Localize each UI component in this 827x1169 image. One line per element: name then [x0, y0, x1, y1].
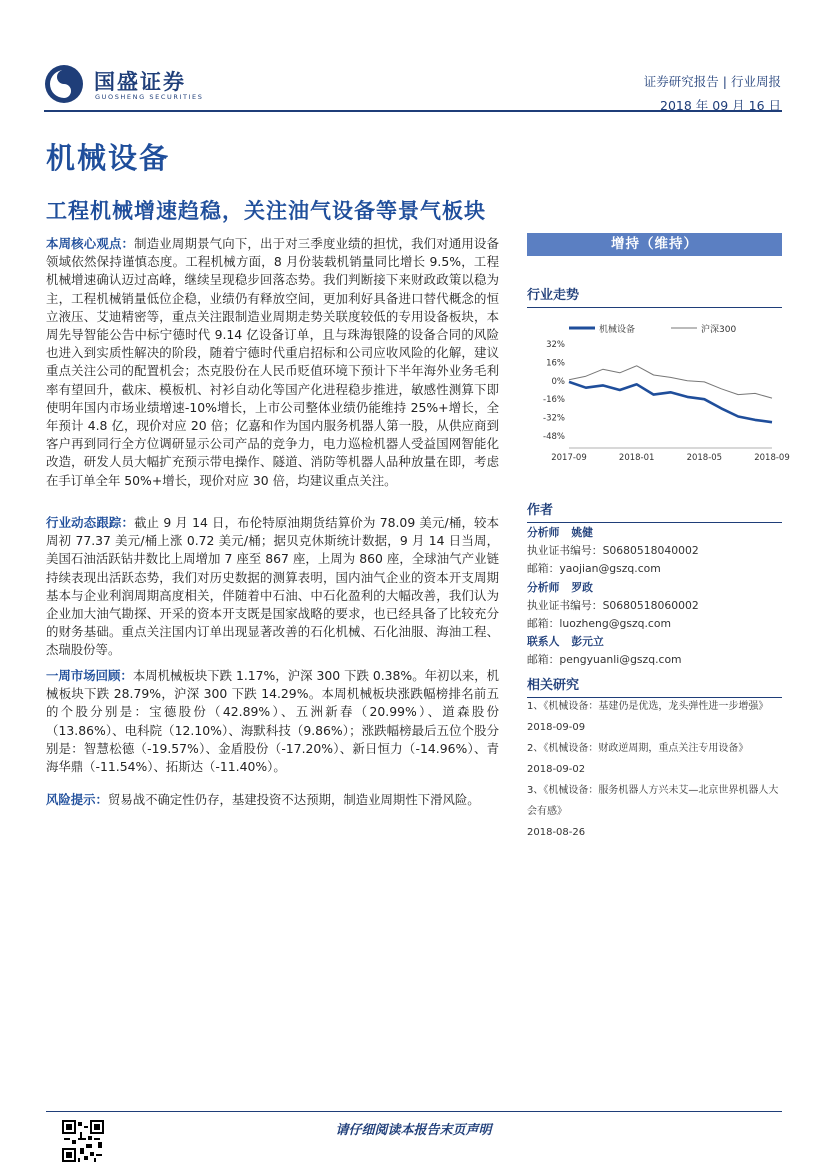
author-1-role: 分析师 [527, 526, 560, 539]
related-item-2-date: 2018-09-02 [527, 764, 586, 775]
authors-block [527, 524, 782, 670]
report-kind: 证券研究报告 [643, 74, 719, 89]
industry-dynamics-label: 行业动态跟踪： [46, 515, 135, 530]
author-3-email-label: 邮箱： [527, 653, 560, 667]
company-logo [44, 62, 214, 106]
y-tick-label: 32% [546, 340, 565, 350]
y-tick-label: 0% [551, 376, 565, 387]
core-view-text: 制造业周期景气向下，出于对三季度业绩的担忧，我们对通用设备领域依然保持谨慎态度。工程机械方面，8 月份装载机销量同比增长 9.5%，工程机械增速确认迈过高峰，继续呈现稳步回落态势。我们判断接下来财政政策以稳为主，工程机械销量低位企稳，业绩仍有释放空间，更加利好具备进口替代概念的恒立液压、艾迪精密等，重点关注跟制造业周期走势关联度较低的专用设备板块，本周先导智能公告中标宁德时代 9.14 亿设备订单，且与珠海银隆的设备合同的风险也进入到实质性解决的阶段，随着宁德时代重启招标和公司应收风险的化解，建议重点关注公司的配置机会；杰克股份在人民币贬值环境下预计下半年海外业务毛利率有望回升，截床、模板机、衬衫自动化等国产化进程稳步推进，敏感性测算下即使明年国内市场业绩增速-10%增长，上市公司整体业绩仍能维持 25%+增长，全年预计 4.8 亿，现价对应 20 倍；亿嘉和作为国内服务机器人第一股，从供应商到客户再到同行全方位调研显示公司产品的竞争力，电力巡检机器人受益国网智能化改造，研发人员大幅扩充预示带电操作、隧道、消防等机器人品种放量在即，考虑在手订单全年 50%+增长，现价对应 30 倍，均建议重点关注。 [46, 236, 500, 488]
author-2-cert-row [527, 597, 782, 615]
y-tick-label: 16% [546, 358, 565, 369]
author-2-cert-label: 执业证书编号： [527, 598, 603, 612]
x-axis [551, 453, 790, 463]
author-2-email-row [527, 615, 782, 633]
market-review-text: 本周机械板块下跌 1.17%，沪深 300 下跌 0.38%。年初以来，机械板块下跌 28.79%，沪深 300 下跌 14.29%。本周机械板块涨跌幅榜排名前五的个股分别是：宝德股份（42.89%）、五洲新春（20.99%）、道森股份（13.86%）、电科院（12.10%）、海默科技（9.86%）；涨跌幅榜最后五位个股分别是：智慧松德（-19.57%）、金盾股份（-17.20%）、新日恒力（-14.96%）、青海华鼎（-11.54%）、拓斯达（-11.40%）。 [46, 668, 499, 775]
sector-title: 机械设备 [46, 141, 171, 175]
related-item-2-title[interactable]: 2、《机械设备：财政逆周期，重点关注专用设备》 [527, 743, 749, 754]
report-date: 2018 年 09 月 16 日 [660, 98, 781, 113]
series-layer [569, 366, 772, 422]
industry-dynamics-text: 截止 9 月 14 日，布伦特原油期货结算价为 78.09 美元/桶，较本周初 77.37 美元/桶上涨 0.72 美元/桶；据贝克休斯统计数据，9 月 14 日当周，美国石油活跃钻井数比上周增加 7 座至 867 座，上周为 860 座，全球油气产业链持续表现出活跃态势，我们对历史数据的测算表明，国内油气企业的资本开支周期基本与企业利润周期高度相关，伴随着中石油、中石化盈利的大幅改善，我们认为企业加大油气勘探、开采的资本开支既是国家战略的要求，也已经具备了比较充分的财务基础。重点关注国内订单出现显著改善的石化机械、石化油服、海油工程、杰瑞股份等。 [46, 515, 500, 658]
core-view-paragraph [46, 235, 499, 490]
author-1-email-row [527, 560, 782, 578]
risk-paragraph [46, 791, 499, 809]
divider: | [722, 74, 727, 89]
rating-badge: 增持（维持） [527, 233, 782, 256]
company-name: 国盛证券 [94, 70, 186, 94]
author-1-cert: S0680518040002 [602, 544, 699, 558]
related-item-1-title[interactable]: 1、《机械设备：基建仍是优选，龙头弹性进一步增强》 [527, 701, 769, 712]
author-2-name: 罗政 [571, 580, 593, 594]
y-axis [543, 340, 565, 442]
footer-disclaimer: 请仔细阅读本报告末页声明 [335, 1123, 492, 1138]
author-2-role: 分析师 [527, 580, 560, 594]
core-view-label: 本周核心观点： [46, 236, 135, 251]
y-tick-label: -48% [543, 432, 565, 442]
risk-text: 贸易战不确定性仍存，基建投资不达预期，制造业周期性下滑风险。 [107, 792, 480, 807]
author-2-email-label: 邮箱： [527, 616, 560, 630]
legend-label-machinery: 机械设备 [599, 325, 636, 335]
author-3-name: 彭元立 [571, 635, 604, 649]
footer-rule [46, 1111, 782, 1112]
author-2-cert: S0680518060002 [602, 598, 699, 612]
x-tick-label: 2018-01 [618, 453, 655, 463]
author-3-row [527, 633, 782, 651]
author-3-email-row [527, 651, 782, 669]
trend-heading: 行业走势 [527, 284, 782, 308]
author-3-role: 联系人 [527, 635, 560, 649]
author-3-email[interactable]: pengyuanli@gszq.com [559, 653, 682, 667]
author-1-email-label: 邮箱： [527, 562, 560, 576]
series-line-machinery [569, 382, 772, 422]
related-item-3-date: 2018-08-26 [527, 827, 586, 838]
market-review-paragraph [46, 667, 499, 776]
header-rule [44, 110, 782, 112]
y-tick-label: -32% [543, 413, 565, 424]
author-1-cert-row [527, 542, 782, 560]
risk-label: 风险提示： [46, 792, 108, 807]
market-review-label: 一周市场回顾： [46, 668, 133, 683]
related-research-heading: 相关研究 [527, 674, 782, 698]
related-research-list [527, 696, 782, 843]
related-item-1-date: 2018-09-09 [527, 722, 586, 733]
report-type: 行业周报 [730, 74, 781, 89]
industry-dynamics-paragraph [46, 514, 499, 660]
author-1-email[interactable]: yaojian@gszq.com [559, 562, 661, 576]
x-tick-label: 2018-05 [686, 453, 723, 463]
y-tick-label: -16% [543, 395, 565, 406]
authors-heading: 作者 [527, 499, 782, 523]
company-name-en: GUOSHENG SECURITIES [95, 93, 204, 101]
author-2-row [527, 579, 782, 597]
author-1-name: 姚健 [571, 526, 593, 539]
x-tick-label: 2018-09 [754, 453, 790, 463]
x-tick-label: 2017-09 [551, 453, 587, 463]
report-headline: 工程机械增速趋稳，关注油气设备等景气板块 [46, 199, 486, 223]
legend-label-hs300: 沪深300 [701, 325, 737, 335]
related-item-3-title[interactable]: 3、《机械设备：服务机器人方兴未艾—北京世界机器人大会有感》 [527, 785, 779, 817]
industry-trend-chart [527, 314, 790, 464]
author-1-cert-label: 执业证书编号： [527, 544, 603, 558]
author-1-row [527, 524, 782, 542]
report-category [644, 72, 781, 90]
author-2-email[interactable]: luozheng@gszq.com [559, 616, 671, 630]
report-meta [644, 72, 781, 114]
guosheng-logo-icon [44, 64, 84, 104]
